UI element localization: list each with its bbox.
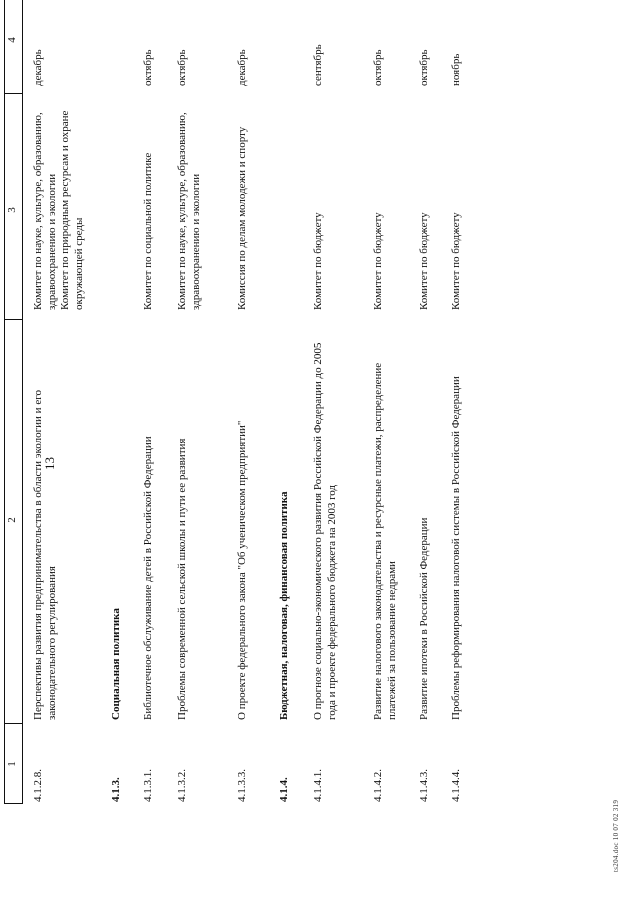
row-code: 4.1.2.8. <box>32 769 44 802</box>
row-title: Проблемы современной сельской школы и пути ее развития <box>176 438 188 720</box>
header-bottom-rule <box>22 0 23 804</box>
header-top-rule <box>4 0 5 804</box>
row-code: 4.1.3.3. <box>236 769 248 802</box>
row-month: октябрь <box>176 49 188 86</box>
header-divider-1 <box>4 723 22 724</box>
row-committee: Комитет по бюджету <box>372 212 384 310</box>
row-month: октябрь <box>142 49 154 86</box>
row-code: 4.1.4.3. <box>418 769 430 802</box>
header-divider-3 <box>4 93 22 94</box>
row-title: Развитие ипотеки в Российской Федерации <box>418 517 430 720</box>
header-divider-2 <box>4 319 22 320</box>
document-footer-code: ts204.doc 10 07 02 319 <box>612 799 620 872</box>
row-committee: Комитет по бюджету <box>418 212 430 310</box>
row-title: Проблемы реформирования налоговой системы в Российской Федерации <box>450 376 462 720</box>
row-month: ноябрь <box>450 53 462 86</box>
page-number: 13 <box>42 457 57 470</box>
header-col-1: 1 <box>6 761 18 767</box>
row-title: Развитие налогового законодательства и ресурсные платежи, распределение платежей за пользование недрами <box>372 362 398 720</box>
row-committee: Комитет по науке, культуре, образованию, здравоохранению и экологии <box>176 112 202 310</box>
section-title: Бюджетная, налоговая, финансовая политика <box>278 491 290 720</box>
row-committee: Комитет по социальной политике <box>142 152 154 310</box>
row-title: Библиотечное обслуживание детей в Российской Федерации <box>142 436 154 720</box>
section-code: 4.1.4. <box>278 777 290 802</box>
row-code: 4.1.4.1. <box>312 769 324 802</box>
section-code: 4.1.3. <box>110 777 122 802</box>
header-col-2: 2 <box>6 517 18 523</box>
row-code: 4.1.4.4. <box>450 769 462 802</box>
row-month: октябрь <box>372 49 384 86</box>
header-col-3: 3 <box>6 207 18 213</box>
row-title: Перспективы развития предпринимательства в области экологии и его законодательного регулирования <box>32 390 58 720</box>
row-month: декабрь <box>236 49 248 86</box>
row-code: 4.1.3.1. <box>142 769 154 802</box>
row-month: октябрь <box>418 49 430 86</box>
row-code: 4.1.3.2. <box>176 769 188 802</box>
row-title: О прогнозе социально-экономического развития Российской Федерации до 2005 года и проекте федерального бюджета на 2003 год <box>312 342 338 720</box>
row-committee: Комитет по науке, культуре, образованию, здравоохранению и экологии Комитет по природным ресурсам и охране окружающей среды <box>32 110 85 310</box>
row-committee: Комитет по бюджету <box>312 212 324 310</box>
header-col-4: 4 <box>6 37 18 43</box>
row-month: сентябрь <box>312 44 324 86</box>
row-title: О проекте федерального закона "Об ученическом предприятии" <box>236 420 248 720</box>
row-committee: Комитет по бюджету <box>450 212 462 310</box>
table-header <box>4 0 22 900</box>
row-month: декабрь <box>32 49 44 86</box>
row-code: 4.1.4.2. <box>372 769 384 802</box>
section-title: Социальная политика <box>110 608 122 720</box>
header-divider-left <box>4 803 22 804</box>
row-committee: Комиссия по делам молодежи и спорту <box>236 126 248 310</box>
